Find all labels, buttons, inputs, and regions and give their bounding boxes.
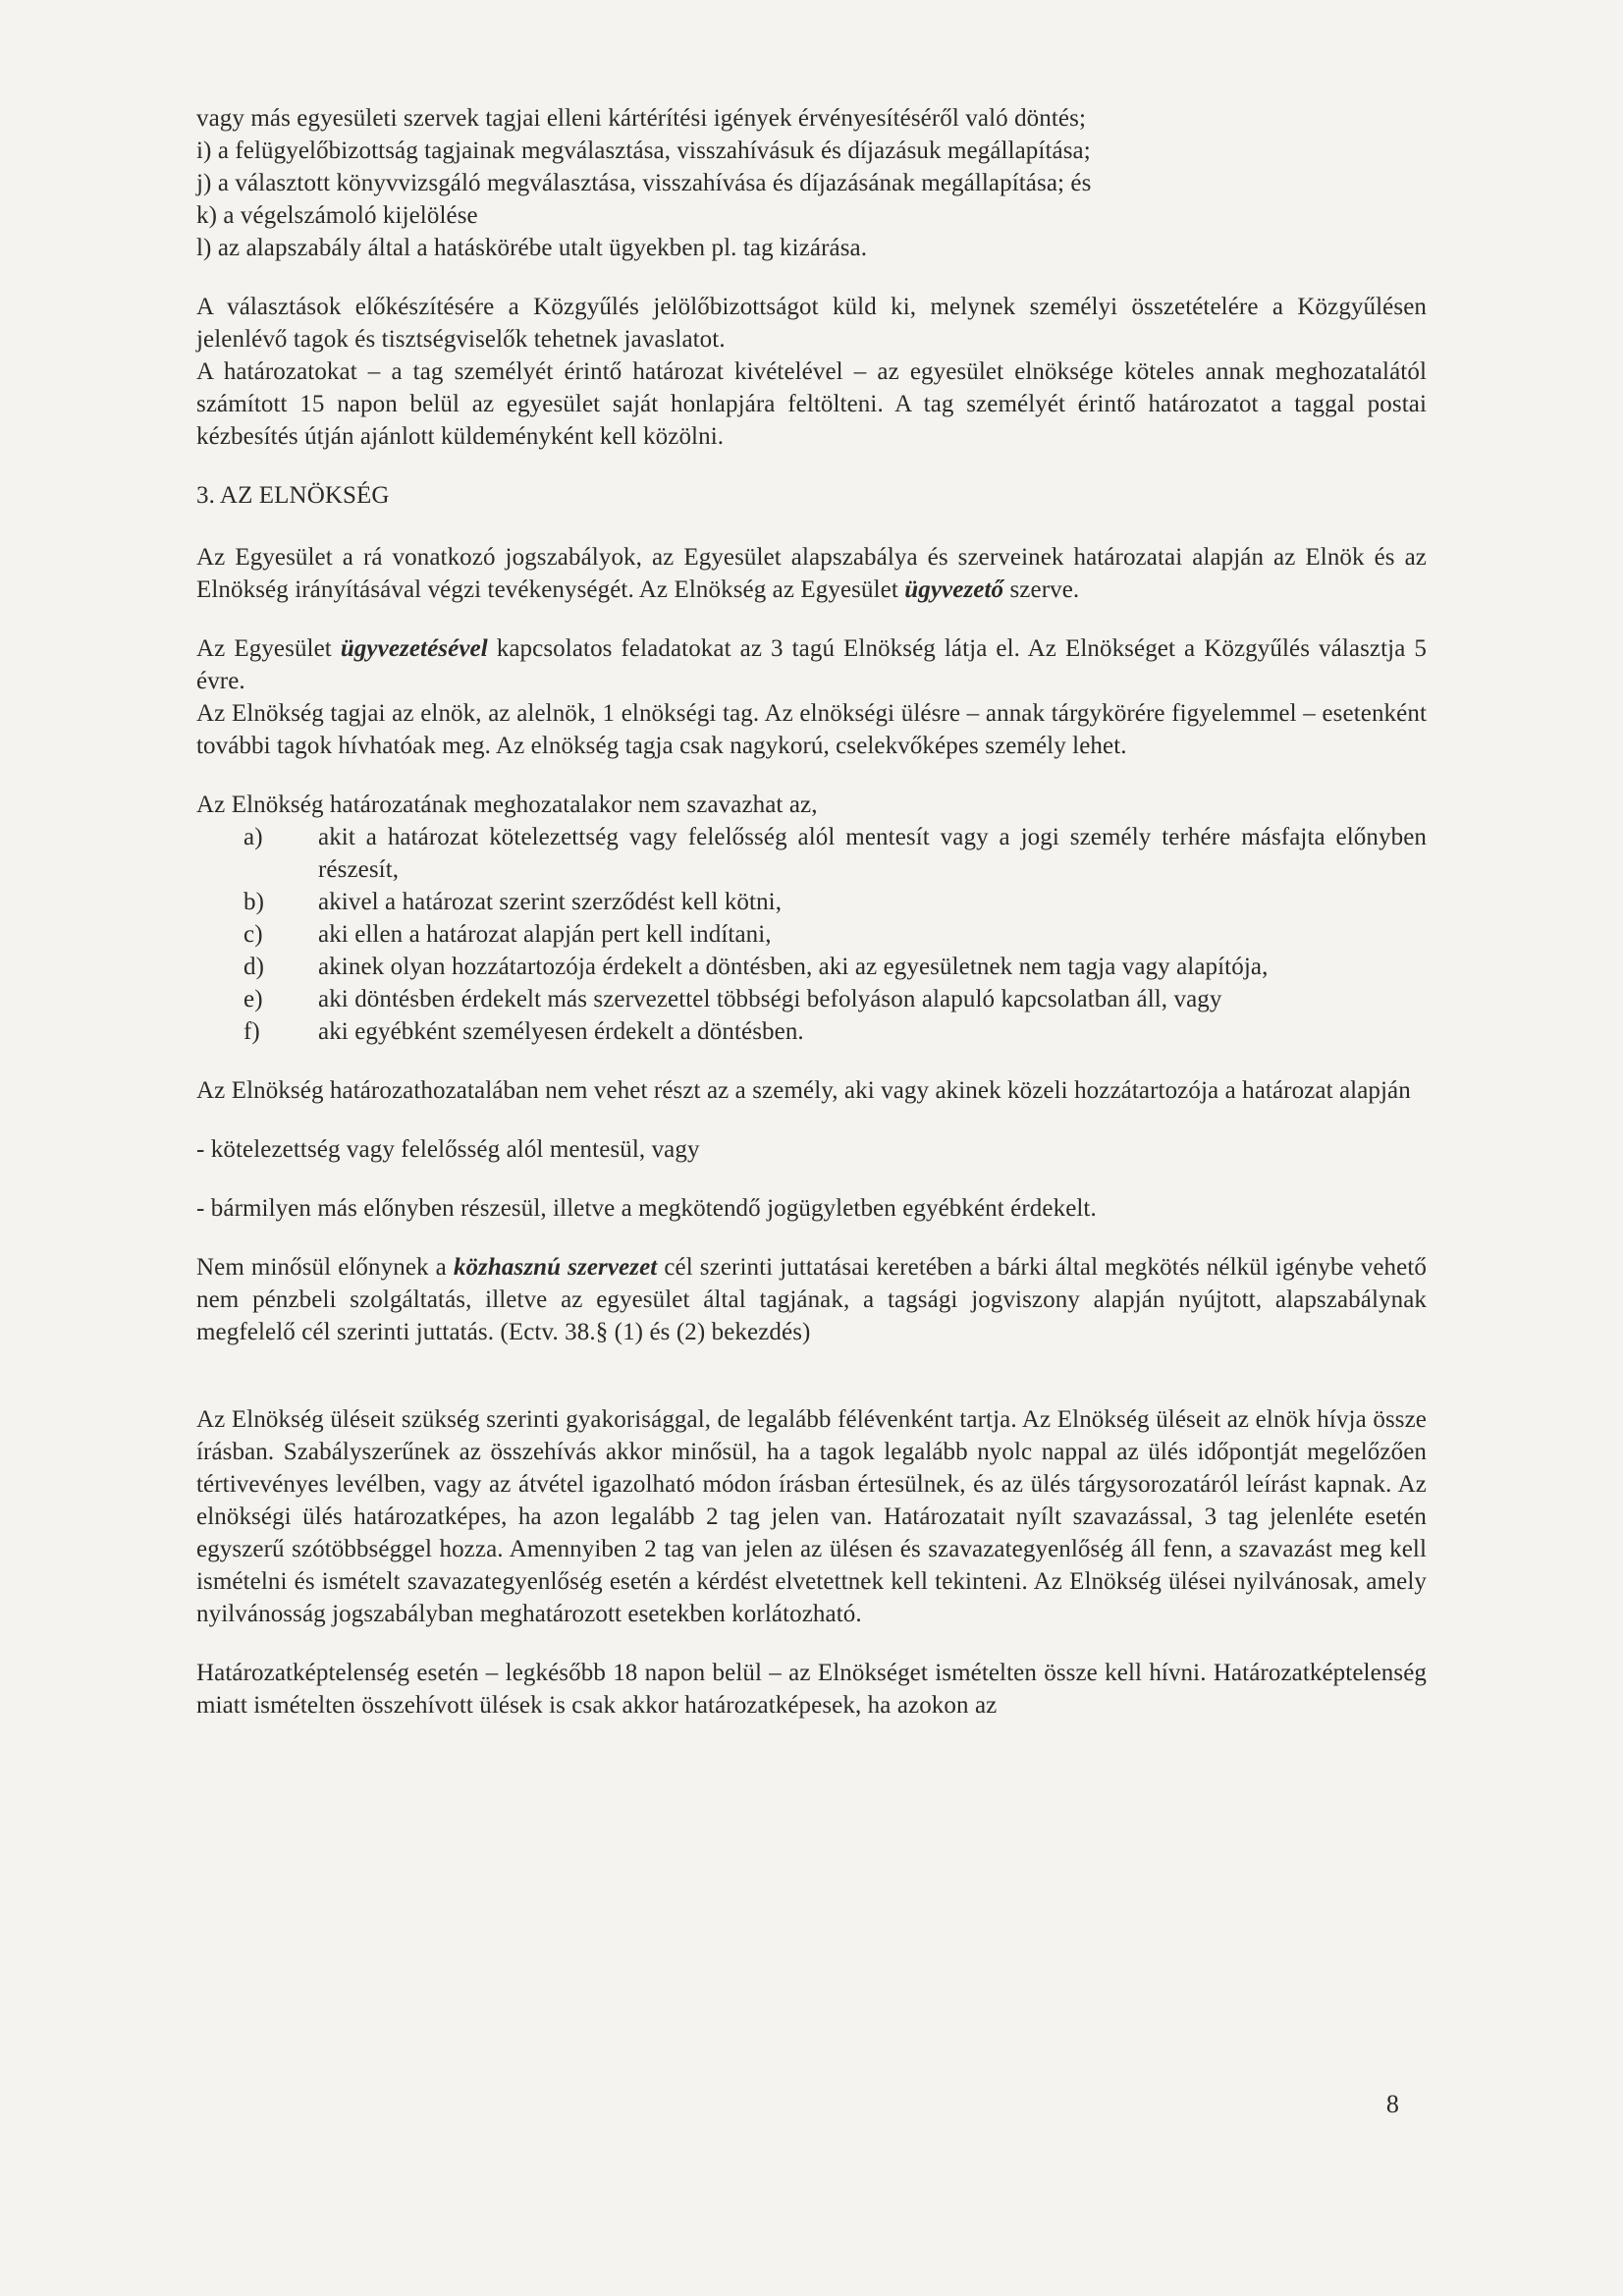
list-label: e) bbox=[243, 986, 263, 1012]
list-text: akit a határozat kötelezettség vagy felelősség alól mentesít vagy a jogi személy terhére másfajta előnyben részesít, bbox=[318, 824, 1427, 883]
list-label: f) bbox=[243, 1018, 260, 1045]
list-text: aki ellen a határozat alapján pert kell indítani, bbox=[318, 921, 772, 948]
list-label: a) bbox=[243, 824, 263, 850]
paragraph-ugyvezeto bbox=[196, 541, 1427, 606]
list-label: c) bbox=[243, 921, 263, 948]
paragraph-ugyvezetes bbox=[196, 632, 1427, 697]
list-item bbox=[196, 886, 1427, 918]
text-run: kapcsolatos feladatokat az 3 tagú Elnökség látja el. Az Elnökséget a Közgyűlés választja 5 évre. bbox=[196, 635, 1427, 694]
list-label: d) bbox=[243, 954, 265, 980]
list-text: aki döntésben érdekelt más szervezettel többségi befolyáson alapuló kapcsolatban áll, vagy bbox=[318, 986, 1222, 1012]
list-text: aki egyébként személyesen érdekelt a döntésben. bbox=[318, 1018, 804, 1045]
paragraph-nem-szavazhat: Az Elnökség határozatának meghozatalakor nem szavazhat az, bbox=[196, 792, 818, 818]
emphasis: közhasznú szervezet bbox=[453, 1254, 658, 1281]
top-line: i) a felügyelőbizottság tagjainak megválasztása, visszahívásuk és díjazásuk megállapítása; bbox=[196, 137, 1091, 164]
list-text: akinek olyan hozzátartozója érdekelt a döntésben, aki az egyesületnek nem tagja vagy alapítója, bbox=[318, 954, 1269, 980]
list-item bbox=[196, 918, 1427, 951]
dash-item: - kötelezettség vagy felelősség alól mentesül, vagy bbox=[196, 1136, 700, 1163]
top-list bbox=[196, 102, 1427, 264]
top-line: l) az alapszabály által a hatáskörébe utalt ügyekben pl. tag kizárása. bbox=[196, 235, 868, 261]
list-item bbox=[196, 983, 1427, 1015]
page-number: 8 bbox=[1385, 2090, 1399, 2118]
section-heading: 3. AZ ELNÖKSÉG bbox=[196, 482, 390, 509]
text-run: Nem minősül előnynek a bbox=[196, 1254, 454, 1281]
paragraph-hatarozatkeptelenseg: Határozatképtelenség esetén – legkésőbb 18 napon belül – az Elnökséget ismételten össze kell hívni. Határozatképtelenség miatt ismételten összehívott ülések is csak akkor határozatképesek, ha azokon az bbox=[196, 1660, 1427, 1719]
paragraph-ulesek: Az Elnökség üléseit szükség szerinti gyakorisággal, de legalább félévenként tartja. Az Elnökség üléseit az elnök hívja össze írásban. Szabályszerűnek az összehívás akkor minősül, ha a tagok legalább nyolc nappal az ülés időpontját megelőzően tértivevényes levélben, vagy az átvétel igazolható módon írásban értesülnek, és az ülés tárgysorozatáról leírást kapnak. Az elnökségi ülés határozatképes, ha azon legalább 2 tag jelen van. Határozatait nyílt szavazással, 3 tag jelenléte esetén egyszerű szótöbbséggel hozza. Amennyiben 2 tag van jelen az ülésen és szavazategyenlőség áll fenn, a szavazást meg kell ismételni és ismételt szavazategyenlőség esetén a kérdést elvetettnek kell tekinteni. Az Elnökség ülései nyilvánosak, amely nyilvánosság jogszabályban meghatározott esetekben korlátozható. bbox=[196, 1406, 1427, 1627]
list-text: akivel a határozat szerint szerződést kell kötni, bbox=[318, 889, 783, 915]
text-run: cél szerinti juttatásai keretében a bárki által megkötés nélkül igénybe vehető nem pénzbeli szolgáltatás, illetve az egyesület által tagjának, a tagsági jogviszony alapján nyújtott, alapszabálynak megfelelő cél szerinti juttatás. (Ectv. 38.§ (1) és (2) bekezdés) bbox=[196, 1254, 1427, 1345]
list-label: b) bbox=[243, 889, 265, 915]
paragraph-hatarozatok: A határozatokat – a tag személyét érintő határozat kivételével – az egyesület elnöksége köteles annak meghozatalától számított 15 napon belül az egyesület saját honlapjára feltölteni. A tag személyét érintő határozatot a taggal postai kézbesítés útján ajánlott küldeményként kell közölni. bbox=[196, 358, 1427, 450]
paragraph-jelolobizottsag: A választások előkészítésére a Közgyűlés jelölőbizottságot küld ki, melynek személyi összetételére a Közgyűlésen jelenlévő tagok és tisztségviselők tehetnek javaslatot. bbox=[196, 294, 1427, 353]
text-run: Az Egyesület bbox=[196, 635, 341, 662]
list-item bbox=[196, 821, 1427, 886]
dash-item: - bármilyen más előnyben részesül, illetve a megkötendő jogügyletben egyébként érdekelt. bbox=[196, 1195, 1097, 1222]
paragraph-tagjai: Az Elnökség tagjai az elnök, az alelnök, 1 elnökségi tag. Az elnökségi ülésre – annak tárgykörére figyelemmel – esetenként további tagok hívhatóak meg. Az elnökség tagja csak nagykorú, cselekvőképes személy lehet. bbox=[196, 700, 1427, 759]
list-item bbox=[196, 1015, 1427, 1048]
paragraph-nem-vehet: Az Elnökség határozathozatalában nem vehet részt az a személy, aki vagy akinek közeli hozzátartozója a határozat alapján bbox=[196, 1077, 1411, 1104]
top-line: vagy más egyesületi szervek tagjai elleni kártérítési igények érvényesítéséről való döntés; bbox=[196, 105, 1086, 132]
top-line: j) a választott könyvvizsgáló megválasztása, visszahívása és díjazásának megállapítása; és bbox=[196, 170, 1092, 196]
text-run: Az Egyesület a rá vonatkozó jogszabályok, az Egyesület alapszabálya és szerveinek határozatai alapján az Elnök és az Elnökség irányításával végzi tevékenységét. Az Elnökség az Egyesület bbox=[196, 544, 1427, 603]
emphasis: ügyvezetésével bbox=[340, 635, 488, 662]
paragraph-kozhasznu bbox=[196, 1251, 1427, 1348]
conflict-list bbox=[196, 821, 1427, 1048]
text-run: szerve. bbox=[1003, 576, 1080, 603]
emphasis: ügyvezető bbox=[904, 576, 1004, 603]
list-item bbox=[196, 951, 1427, 983]
top-line: k) a végelszámoló kijelölése bbox=[196, 202, 478, 229]
